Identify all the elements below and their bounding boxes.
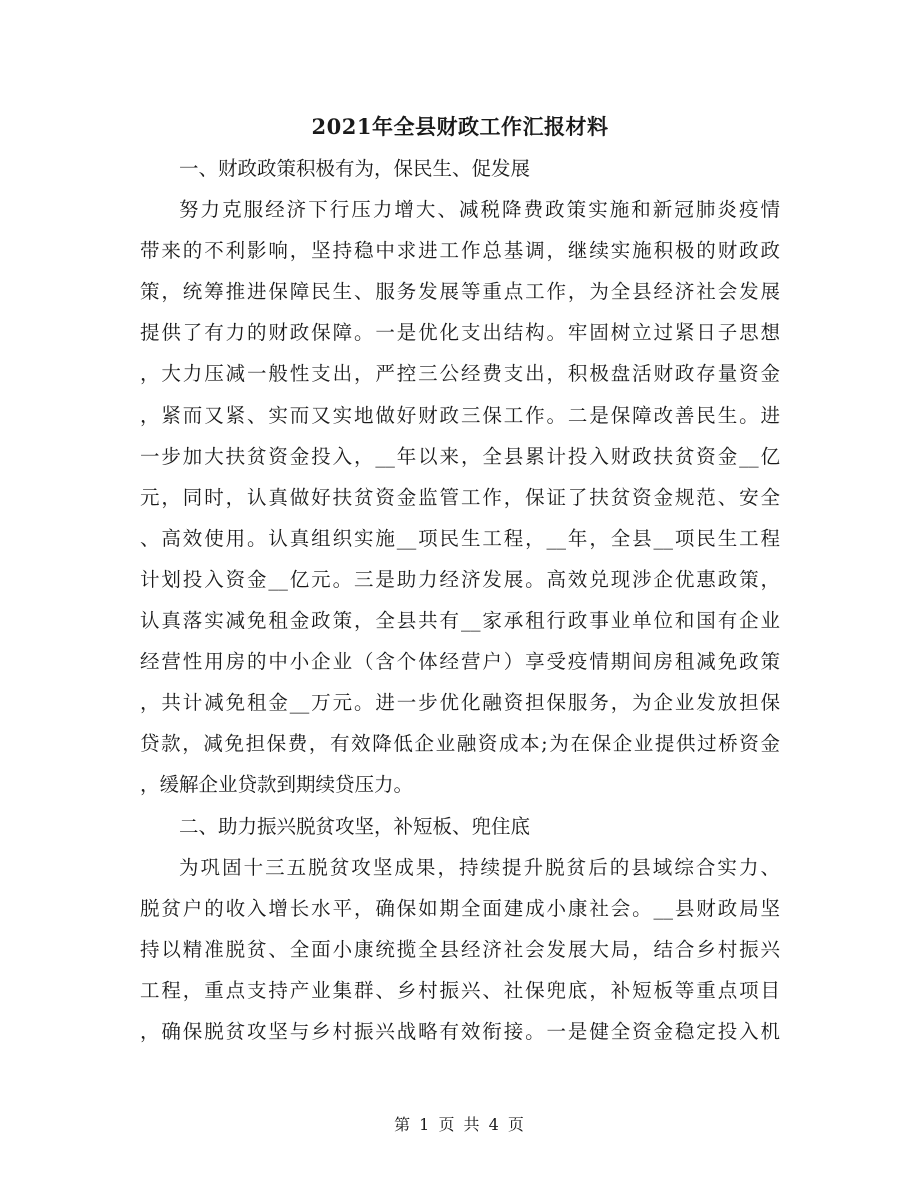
paragraph-line: 提供了有力的财政保障。一是优化支出结构。牢固树立过紧日子思想 — [140, 321, 780, 345]
paragraph-line: 持以精准脱贫、全面小康统揽全县经济社会发展大局，结合乡村振兴 — [140, 937, 780, 961]
document-body — [140, 148, 780, 1052]
paragraph-line: ，紧而又紧、实而又实地做好财政三保工作。二是保障改善民生。进 — [140, 403, 780, 427]
section-heading-1: 一、财政政策积极有为，保民生、促发展 — [179, 157, 531, 180]
paragraph-line: 、高效使用。认真组织实施__项民生工程，__年，全县__项民生工程 — [140, 526, 780, 550]
paragraph-line: 元，同时，认真做好扶贫资金监管工作，保证了扶贫资金规范、安全 — [140, 485, 780, 509]
section-heading-2: 二、助力振兴脱贫攻坚，补短板、兜住底 — [179, 814, 531, 838]
paragraph-line: 经营性用房的中小企业（含个体经营户）享受疫情期间房租减免政策 — [140, 650, 780, 674]
paragraph-line: 工程，重点支持产业集群、乡村振兴、社保兜底，补短板等重点项目 — [140, 978, 780, 1002]
paragraph-line: 策，统筹推进保障民生、服务发展等重点工作，为全县经济社会发展 — [140, 280, 780, 304]
paragraph-line: 努力克服经济下行压力增大、减税降费政策实施和新冠肺炎疫情 — [179, 198, 780, 222]
paragraph-line: 计划投入资金__亿元。三是助力经济发展。高效兑现涉企优惠政策， — [140, 567, 780, 591]
paragraph-line: 一步加大扶贫资金投入，__年以来，全县累计投入财政扶贫资金__亿 — [140, 444, 780, 468]
paragraph-line: 贷款，减免担保费，有效降低企业融资成本;为在保企业提供过桥资金 — [140, 732, 780, 756]
paragraph-line: 带来的不利影响，坚持稳中求进工作总基调，继续实施积极的财政政 — [140, 239, 780, 263]
paragraph-line: ，缓解企业贷款到期续贷压力。 — [140, 773, 414, 797]
paragraph-line: ，共计减免租金__万元。进一步优化融资担保服务，为企业发放担保 — [140, 691, 780, 715]
paragraph-line: ，确保脱贫攻坚与乡村振兴战略有效衔接。一是健全资金稳定投入机 — [140, 1019, 780, 1043]
paragraph-line: ，大力压减一般性支出，严控三公经费支出，积极盘活财政存量资金 — [140, 362, 780, 386]
paragraph-line: 认真落实减免租金政策，全县共有__家承租行政事业单位和国有企业 — [140, 609, 780, 633]
paragraph-line: 脱贫户的收入增长水平，确保如期全面建成小康社会。__县财政局坚 — [140, 896, 780, 920]
page-footer: 第 1 页 共 4 页 — [394, 1115, 526, 1134]
paragraph-line: 为巩固十三五脱贫攻坚成果，持续提升脱贫后的县域综合实力、 — [179, 855, 780, 879]
document-title: 2021年全县财政工作汇报材料 — [311, 114, 609, 139]
